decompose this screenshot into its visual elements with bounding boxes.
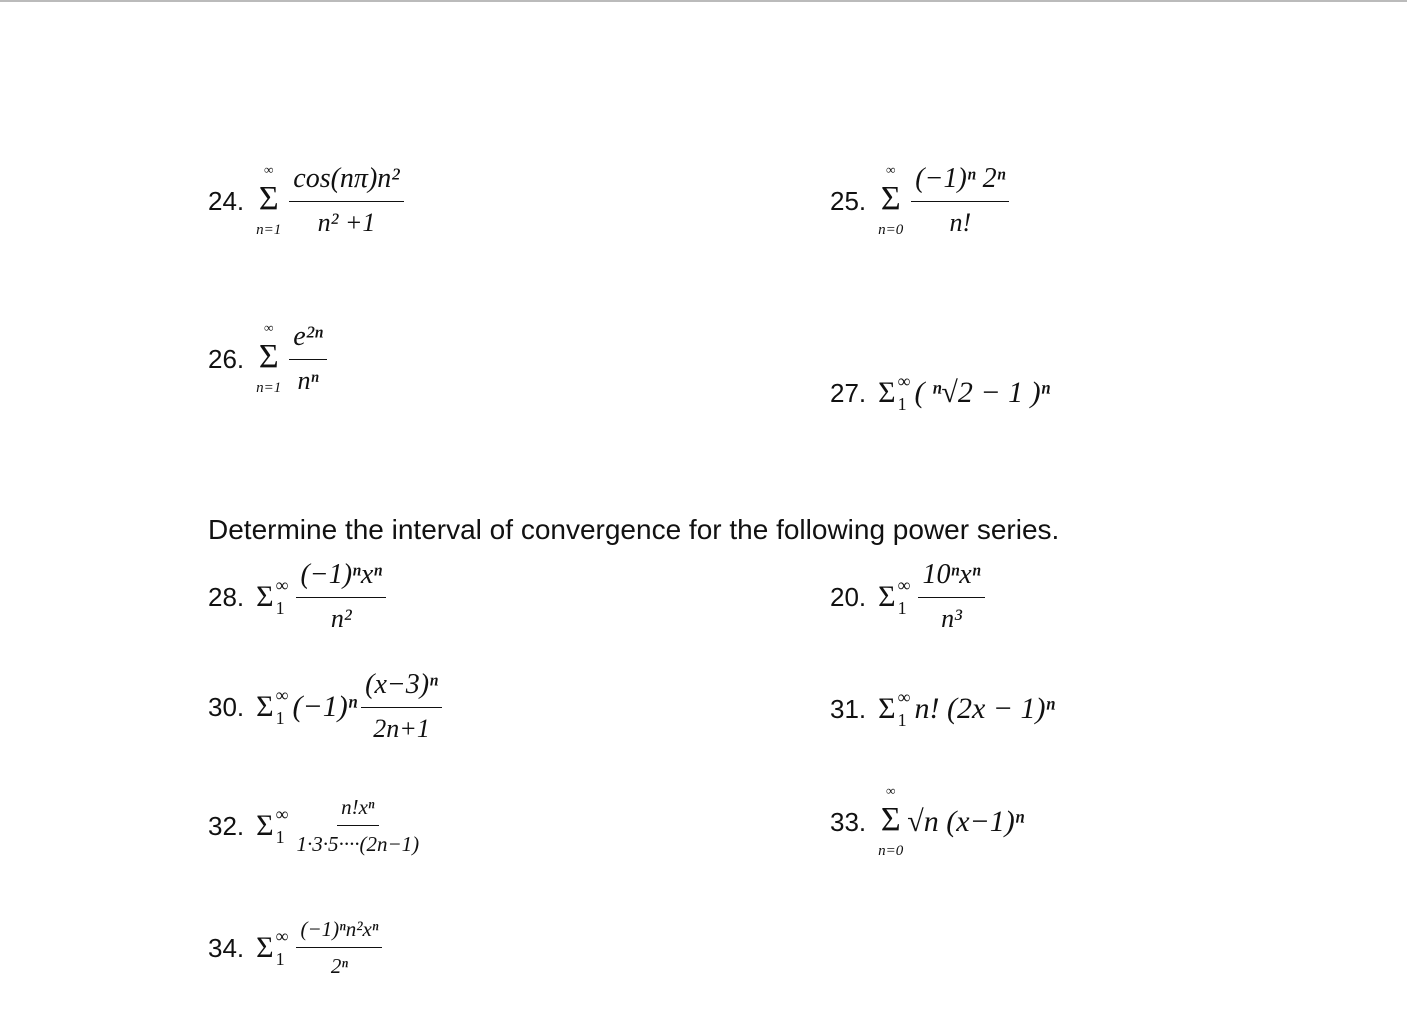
sigma-icon: Σ — [878, 376, 896, 409]
problem-26 — [208, 318, 331, 399]
sum-limits — [276, 684, 289, 730]
problem-number: 33. — [830, 806, 867, 837]
numerator: 10ⁿxⁿ — [918, 556, 984, 598]
denominator: 1·3·5····(2n−1) — [296, 832, 420, 856]
problem-31 — [830, 686, 1055, 732]
sum-lower-limit: n=1 — [256, 380, 282, 396]
sum-limits — [276, 925, 289, 971]
denominator: 2n+1 — [373, 714, 430, 743]
denominator: 2ⁿ — [330, 954, 349, 978]
numerator: (−1)ⁿ 2ⁿ — [911, 160, 1009, 202]
fraction — [361, 666, 442, 747]
sum-upper-limit: ∞ — [275, 925, 289, 946]
denominator: n³ — [941, 604, 962, 633]
series-expression — [256, 914, 386, 981]
series-expression — [878, 370, 1050, 416]
denominator: n² +1 — [317, 208, 376, 237]
sigma-icon: Σ — [880, 801, 901, 838]
sum-limits — [898, 574, 911, 620]
problem-34 — [208, 914, 386, 981]
numerator: cos(nπ)n² — [289, 160, 403, 202]
sum-upper-limit: ∞ — [264, 320, 274, 335]
summation — [256, 161, 281, 240]
series-expression — [256, 556, 390, 637]
sum-limits — [276, 574, 289, 620]
sum-lower-limit: 1 — [275, 948, 285, 969]
problem-number: 27. — [830, 378, 867, 408]
sum-upper-limit: ∞ — [264, 162, 274, 177]
sigma-icon: Σ — [878, 692, 896, 725]
problem-number: 25. — [830, 185, 867, 216]
problem-27 — [830, 370, 1050, 416]
series-expression — [878, 782, 1024, 861]
denominator: nⁿ — [297, 366, 319, 395]
summation — [878, 370, 910, 416]
summation — [256, 925, 288, 971]
series-expression — [878, 160, 1013, 241]
sum-upper-limit: ∞ — [897, 371, 911, 391]
series-expression — [256, 318, 331, 399]
numerator: n!xⁿ — [337, 792, 378, 826]
problem-28 — [208, 556, 390, 637]
sum-limits — [898, 686, 911, 732]
summation — [878, 574, 910, 620]
sum-limits — [898, 370, 911, 416]
sum-lower-limit: n=0 — [878, 843, 904, 859]
page-top-border — [0, 0, 1407, 2]
problem-number: 28. — [208, 581, 245, 612]
sum-upper-limit: ∞ — [275, 684, 289, 705]
sigma-icon: Σ — [878, 579, 896, 613]
sum-upper-limit: ∞ — [275, 574, 289, 595]
sum-limits — [276, 803, 289, 849]
fraction — [296, 792, 419, 859]
sigma-icon: Σ — [256, 579, 274, 613]
sum-lower-limit: n=0 — [878, 222, 904, 238]
fraction — [289, 160, 403, 241]
numerator: (−1)ⁿn²xⁿ — [296, 914, 382, 948]
problem-32 — [208, 792, 423, 859]
series-expression — [256, 160, 408, 241]
fraction — [296, 914, 382, 981]
fraction — [918, 556, 984, 637]
problem-number: 26. — [208, 343, 245, 374]
series-expression — [878, 686, 1055, 732]
fraction — [911, 160, 1009, 241]
summation — [878, 782, 903, 861]
problem-number: 31. — [830, 694, 867, 724]
numerator: (x−3)ⁿ — [361, 666, 442, 708]
problem-number: 34. — [208, 932, 245, 963]
sigma-icon: Σ — [256, 689, 274, 723]
problem-33 — [830, 782, 1024, 861]
sigma-icon: Σ — [258, 180, 279, 217]
sum-lower-limit: 1 — [275, 826, 285, 847]
instructions-heading: Determine the interval of convergence for the following power series. — [208, 514, 1060, 545]
denominator: n² — [330, 604, 352, 633]
problem-number: 32. — [208, 810, 245, 841]
sum-lower-limit: n=1 — [256, 222, 282, 238]
problem-20 — [830, 556, 989, 637]
sum-lower-limit: 1 — [275, 597, 285, 618]
fraction — [296, 556, 386, 637]
problem-number: 30. — [208, 691, 245, 722]
fraction — [289, 318, 327, 399]
sum-upper-limit: ∞ — [886, 162, 896, 177]
summation — [256, 803, 288, 849]
denominator: n! — [949, 208, 972, 237]
summation — [256, 574, 288, 620]
summation — [878, 161, 903, 240]
sigma-icon: Σ — [256, 808, 274, 842]
sum-upper-limit: ∞ — [275, 803, 289, 824]
sigma-icon: Σ — [880, 180, 901, 217]
sum-lower-limit: 1 — [897, 394, 907, 414]
series-expression — [878, 556, 988, 637]
summation — [256, 684, 288, 730]
problem-number: 20. — [830, 581, 867, 612]
summation — [256, 319, 281, 398]
sum-lower-limit: 1 — [275, 707, 285, 728]
summation — [878, 686, 910, 732]
term-expression: √n (x−1)ⁿ — [907, 804, 1025, 838]
numerator: e²ⁿ — [289, 318, 327, 360]
problem-24 — [208, 160, 408, 241]
term-expression: (−1)ⁿ — [292, 689, 358, 723]
sigma-icon: Σ — [258, 338, 279, 375]
term-expression: ( ⁿ√2 − 1 )ⁿ — [914, 376, 1051, 409]
problem-30 — [208, 666, 446, 747]
sum-upper-limit: ∞ — [897, 687, 911, 707]
sum-upper-limit: ∞ — [897, 574, 911, 595]
sum-lower-limit: 1 — [897, 710, 907, 730]
sum-upper-limit: ∞ — [886, 783, 896, 798]
problem-number: 24. — [208, 185, 245, 216]
term-expression: n! (2x − 1)ⁿ — [914, 692, 1055, 725]
series-expression — [256, 792, 423, 859]
sigma-icon: Σ — [256, 930, 274, 964]
series-expression — [256, 666, 446, 747]
sum-lower-limit: 1 — [897, 597, 907, 618]
numerator: (−1)ⁿxⁿ — [296, 556, 386, 598]
problem-25 — [830, 160, 1013, 241]
